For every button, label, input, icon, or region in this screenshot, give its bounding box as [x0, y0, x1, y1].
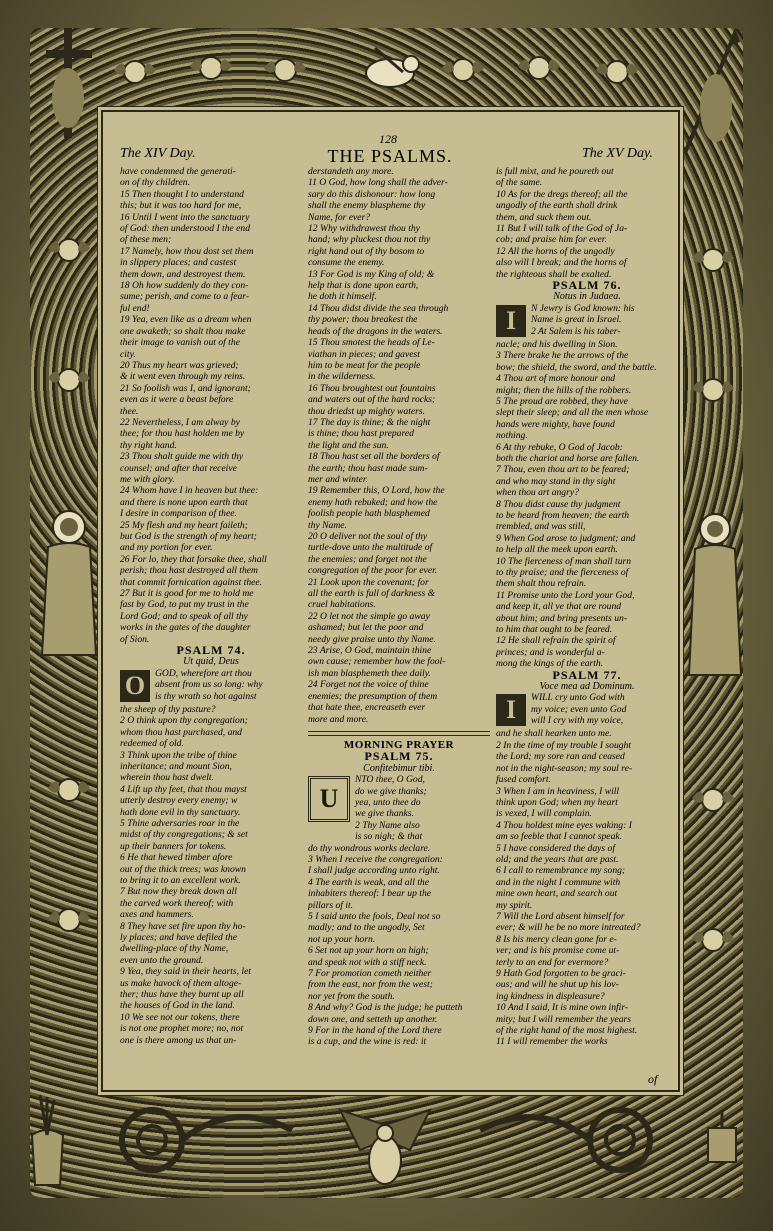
text-line: the houses of God in the land. [120, 1000, 235, 1012]
dropcap-lines [531, 692, 626, 726]
dropcap-paragraph [496, 692, 678, 728]
text-line: to him that ought to be feared. [496, 624, 613, 636]
column-2-continued-lines [308, 843, 490, 1048]
text-line: whom thou hast purchased, and [120, 726, 242, 738]
text-line: 11 Promise unto the Lord your God, [496, 589, 635, 601]
text-line: ver; and is his promise come ut- [496, 945, 620, 957]
text-line: princes; and is wonderful a- [496, 646, 605, 658]
text-line: of God: then understood I the end [120, 223, 251, 235]
text-line: 7 Thou, even thou art to be feared; [496, 464, 630, 476]
text-line: 13 For God is my King of old; & [308, 268, 435, 280]
text-line: counsel; and after that receive [120, 462, 237, 474]
text-line: 20 O deliver not the soul of thy [308, 531, 428, 542]
text-line: ungodly of the earth shall drink [496, 200, 618, 212]
cherub-icon [46, 900, 92, 940]
text-line: 8 They have set fire upon thy ho- [120, 920, 246, 932]
text-line: am so feeble that I cannot speak. [496, 831, 623, 843]
catchword: of [648, 1072, 658, 1086]
text-line: 2 At Salem is his taber- [531, 325, 621, 337]
text-line: inhabiters thereof: I bear up the [308, 888, 432, 900]
text-line: them down, and destroyest them. [120, 268, 246, 280]
lamb-icon [355, 38, 425, 98]
text-line: that hate thee, encreaseth ever [308, 702, 426, 714]
text-line: is full mixt, and he poureth out [496, 166, 614, 177]
text-line: and my portion for ever. [120, 542, 213, 554]
text-line: ing kindness in displeasure? [496, 990, 605, 1002]
text-line: heads of the dragons in the waters. [308, 325, 443, 337]
dropcap-letter: O [120, 670, 150, 702]
column-1-lines [120, 166, 302, 645]
text-line: not up your horn. [308, 933, 376, 945]
text-line: 4 Thou holdest mine eyes waking: I [496, 819, 632, 831]
running-head-right: The XV Day. [582, 146, 653, 161]
text-line: enemy hath rebuked; and how the [308, 496, 438, 508]
text-line: 3 There brake he the arrows of the [496, 350, 629, 362]
text-line: will I cry with my voice, [531, 715, 624, 727]
text-line: viathan in pieces; and gavest [308, 348, 420, 360]
text-line: my voice; even unto God [531, 703, 627, 715]
psalm-heading: PSALM 74. [176, 643, 246, 658]
text-line: 9 For in the hand of the Lord there [308, 1025, 442, 1037]
text-line: Name, for ever? [308, 211, 371, 223]
text-line: and in the night I commune with [496, 876, 621, 888]
text-line: old; and the years that are past. [496, 853, 619, 865]
text-line: from the east, nor from the west; [308, 979, 433, 991]
text-line: also will I break; and the horns of [496, 257, 627, 269]
text-line: not in the night-season; my soul re- [496, 762, 633, 774]
spear-icon [680, 28, 740, 158]
text-line: 18 Thou hast set all the borders of [308, 451, 440, 463]
text-line: cob; and praise him for ever. [496, 234, 607, 246]
text-line: 9 When God arose to judgment; and [496, 532, 636, 544]
column-2-lines [308, 166, 490, 725]
text-line: GOD, wherefore art thou [155, 667, 252, 679]
text-line: 10 The fierceness of man shall turn [496, 555, 632, 567]
text-line: 7 But now they break down all [120, 886, 237, 898]
text-line: more and more. [308, 713, 369, 725]
text-line: 8 Is his mercy clean gone for e- [496, 933, 617, 945]
text-line: & it went even through my reins. [120, 371, 246, 383]
text-column-1 [120, 166, 302, 1086]
text-line: 14 Thou didst divide the sea through [308, 302, 449, 314]
text-line: 2 In the time of my trouble I sought [496, 739, 632, 751]
text-line: madly; and to the ungodly, Set [308, 922, 425, 934]
text-line: and waters out of the hard rocks; [308, 394, 436, 406]
text-line: he doth it himself. [308, 291, 377, 303]
dropcap-paragraph [120, 668, 302, 704]
cherub-icon [690, 240, 736, 280]
section-rule [308, 735, 490, 736]
text-line: 19 Remember this, O Lord, how the [308, 485, 445, 497]
text-line: both the chariot and horse are fallen. [496, 452, 640, 464]
text-line: to help all the meek upon earth. [496, 544, 618, 556]
text-line: to be heard from heaven; the earth [496, 509, 630, 521]
text-line: up their banners for tokens. [120, 840, 227, 852]
psalm-heading: PSALM 77. [552, 667, 622, 682]
text-line: 5 I have considered the days of [496, 842, 615, 854]
text-line: 11 I will remember the works [496, 1036, 608, 1048]
text-line: the righteous shall be exalted. [496, 268, 612, 280]
text-line: 12 Why withdrawest thou thy [308, 223, 420, 235]
dropcap-letter: I [496, 694, 526, 726]
text-line: thy power; thou breakest the [308, 314, 418, 326]
text-line: redeemed of old. [120, 738, 184, 750]
text-line: perish; thou hast destroyed all them [120, 565, 258, 577]
dropcap-paragraph [496, 303, 678, 339]
text-line: trembled, and was still, [496, 521, 586, 533]
text-line: do thy wondrous works declare. [308, 842, 431, 854]
text-line: absent from us so long: why [155, 679, 263, 691]
text-line: this; but it was too hard for me, [120, 200, 242, 212]
text-line: 3 When I am in heaviness, I will [496, 785, 620, 797]
text-line: the light and the sun. [308, 439, 389, 451]
text-line: the sheep of thy pasture? [120, 703, 216, 715]
text-line: when thou art angry? [496, 487, 579, 499]
psalm-latin-incipit: Ut quid, Deus [183, 656, 239, 668]
text-line: 12 All the horns of the ungodly [496, 245, 615, 257]
text-line: needy give praise unto thy Name. [308, 633, 436, 645]
text-line: and keep it, all ye that are round [496, 601, 622, 613]
text-line: about him; and bring presents un- [496, 612, 628, 624]
section-rule [308, 731, 490, 732]
text-line: think upon God; when my heart [496, 796, 618, 808]
text-line: the earth; thou hast made sum- [308, 462, 428, 474]
text-line: 20 Thus my heart was grieved; [120, 359, 239, 371]
text-line: is thy wrath so hot against [155, 690, 257, 702]
text-line: 26 For lo, they that forsake thee, shall [120, 553, 267, 565]
cherub-icon [46, 770, 92, 810]
text-line: ashamed; but let the poor and [308, 622, 424, 634]
text-line: them shalt thou refrain. [496, 578, 587, 590]
text-line: them, and suck them out. [496, 211, 592, 223]
text-line: 27 But it is good for me to hold me [120, 588, 254, 600]
text-line: 19 Yea, even like as a dream when [120, 314, 252, 326]
text-line: on of thy children. [120, 177, 190, 189]
cherub-icon [516, 48, 562, 88]
text-line: 9 Yea, they said in their hearts, let [120, 966, 252, 978]
text-line: 11 O God, how long shall the adver- [308, 177, 448, 189]
text-line: us make havock of them altoge- [120, 977, 242, 989]
text-line: mer and winter. [308, 473, 368, 485]
text-line: is a cup, and the wine is red: it [308, 1036, 427, 1048]
text-line: I shall judge according unto right. [308, 865, 440, 877]
text-line: is vexed, I will complain. [496, 808, 592, 820]
text-line: the Lord; my sore ran and ceased [496, 751, 625, 763]
text-line: 8 And why? God is the judge; he putteth [308, 1002, 463, 1014]
text-line: ly places; and have defiled the [120, 932, 237, 943]
saint-figure-right [685, 505, 745, 685]
text-line: 17 Namely, how thou dost set them [120, 245, 254, 257]
text-line: Lord God; and to speak of all thy [120, 610, 248, 622]
text-line: sume; perish, and come to a fear- [120, 291, 250, 303]
dropcap-lines [355, 774, 427, 842]
text-line: 7 For promotion cometh neither [308, 968, 432, 980]
morning-prayer-heading: MORNING PRAYER [343, 738, 455, 751]
column-3-psalm76-lines [496, 339, 678, 670]
text-line: their image to vanish out of the [120, 337, 240, 349]
text-line: ish man blasphemeth thee daily. [308, 667, 431, 679]
text-line: city. [120, 348, 136, 360]
text-line: help that is done upon earth, [308, 280, 419, 292]
text-line: 16 Until I went into the sanctuary [120, 211, 250, 223]
text-line: 10 And I said, It is mine own infir- [496, 1002, 629, 1014]
text-line: in slippery places; and castest [120, 257, 237, 269]
text-line: 24 Whom have I in heaven but thee: [120, 485, 259, 497]
text-line: thy right hand. [120, 439, 177, 451]
text-line: 12 He shall refrain the spirit of [496, 635, 616, 647]
text-line: one awaketh; so shalt thou make [120, 325, 246, 337]
text-line: me with glory. [120, 473, 175, 485]
text-line: even as it were a beast before [120, 394, 234, 406]
text-line: wherein thou hast dwelt. [120, 772, 214, 784]
scroll-ornament-right [470, 1100, 660, 1180]
text-line: of the right hand of the most highest. [496, 1025, 638, 1037]
cherub-icon [594, 52, 640, 92]
text-line: do we give thanks; [355, 785, 427, 797]
text-line: right hand out of thy bosom to [308, 245, 425, 257]
column-3-lines [496, 166, 678, 280]
psalm-latin-incipit: Confitebimur tibi. [363, 762, 435, 774]
text-line: 4 Thou art of more honour and [496, 373, 616, 385]
text-line: 6 At thy rebuke, O God of Jacob: [496, 441, 623, 453]
text-line: yea, unto thee do [355, 796, 421, 808]
text-line: to bring it to an excellent work. [120, 874, 241, 886]
text-line: mity; but I will remember the years [496, 1013, 631, 1025]
text-line: out of the thick trees; was known [120, 863, 246, 875]
text-line: nacle; and his dwelling in Sion. [496, 338, 618, 350]
dropcap-paragraph [308, 774, 490, 842]
text-line: inheritance; and mount Sion, [120, 760, 232, 772]
text-line: one is there among us that un- [120, 1034, 237, 1046]
text-column-3 [496, 166, 678, 1086]
text-line: thee. [120, 405, 139, 417]
text-line: 21 Look upon the covenant; for [308, 576, 429, 588]
text-line: 10 As for the dregs thereof; all the [496, 188, 628, 200]
text-line: fast by God, to put my trust in the [120, 599, 249, 611]
cherub-icon [690, 370, 736, 410]
text-line: him to be meat for the people [308, 359, 421, 371]
eagle-icon [330, 1105, 440, 1195]
text-line: turtle-dove unto the multitude of [308, 542, 433, 554]
text-line: 24 Forget not the voice of thine [308, 679, 429, 691]
text-line: the enemies; and forget not the [308, 553, 427, 565]
text-line: mine own heart, and search out [496, 888, 618, 900]
text-line: enemies; the presumption of them [308, 690, 438, 702]
text-line: 6 Set not up your horn on high; [308, 945, 429, 957]
text-line: works in the gates of the daughter [120, 622, 251, 634]
text-line: 21 So foolish was I, and ignorant; [120, 382, 251, 394]
cross-icon [44, 28, 94, 138]
text-line: congregation of the poor for ever. [308, 565, 438, 577]
text-line: mong the kings of the earth. [496, 658, 604, 670]
text-line: we give thanks. [355, 808, 414, 820]
text-line: thou driedst up mighty waters. [308, 405, 425, 417]
text-line: axes and hammers. [120, 909, 194, 921]
text-line: bow; the shield, the sword, and the battle. [496, 361, 657, 373]
text-line: ful end! [120, 302, 150, 314]
text-line: my spirit. [496, 899, 533, 911]
cherub-icon [690, 920, 736, 960]
text-line: 18 Oh how suddenly do they con- [120, 280, 249, 292]
text-line: but God is the strength of my heart; [120, 531, 257, 542]
dropcap-lines [155, 668, 263, 702]
cherub-icon [46, 230, 92, 270]
text-line: 9 Hath God forgotten to be graci- [496, 968, 626, 979]
text-line: and he shall hearken unto me. [496, 728, 612, 740]
cherub-icon [440, 50, 486, 90]
text-line: thee; for thou hast holden me by [120, 428, 245, 440]
text-line: 5 The proud are robbed, they have [496, 395, 628, 407]
cherub-icon [690, 780, 736, 820]
text-line: 6 I call to remembrance my song; [496, 865, 626, 877]
text-line: WILL cry unto God with [531, 692, 625, 704]
text-line: might; then the hills of the robbers. [496, 384, 632, 396]
text-line: hand; why pluckest thou not thy [308, 234, 431, 246]
text-line: down one, and setteth up another. [308, 1013, 438, 1025]
text-line: of the same. [496, 177, 543, 189]
cherub-icon [46, 360, 92, 400]
text-line: ther; thus have they burnt up all [120, 989, 244, 1001]
text-line: 3 Think upon the tribe of thine [120, 749, 237, 761]
text-line: 5 Thine adversaries roar in the [120, 817, 240, 829]
psalm-latin-incipit: Notus in Judaea. [553, 291, 621, 303]
text-line: and speak not with a stiff neck. [308, 956, 427, 968]
text-line: derstandeth any more. [308, 166, 394, 177]
dropcap-letter: U [308, 776, 350, 822]
psalm-heading: PSALM 76. [552, 278, 622, 293]
text-line: is not one prophet more; no, not [120, 1023, 244, 1035]
column-1-continued-lines [120, 704, 302, 1046]
text-line: sary do this dishonour: how long [308, 188, 436, 200]
text-line: ous; and will he shut up his lov- [496, 979, 619, 991]
text-line: of these men; [120, 234, 172, 246]
text-line: is thine; thou hast prepared [308, 428, 414, 440]
text-line: ever; & will he be no more intreated? [496, 922, 641, 934]
text-line: 8 Thou didst cause thy judgment [496, 498, 621, 510]
text-line: nothing. [496, 430, 528, 442]
cherub-icon [262, 50, 308, 90]
psalm-latin-incipit: Voce mea ad Dominum. [539, 681, 635, 693]
text-line: consume the enemy. [308, 257, 385, 269]
text-line: 10 We see not our tokens, there [120, 1011, 240, 1023]
text-line: Name is great in Israel. [531, 314, 622, 326]
text-line: 5 I said unto the fools, Deal not so [308, 911, 441, 922]
text-line: 16 Thou broughtest out fountains [308, 382, 436, 394]
text-line: midst of thy congregations; & set [120, 829, 248, 841]
text-line: all the earth is full of darkness & [308, 588, 436, 600]
text-line: 23 Thou shalt guide me with thy [120, 451, 244, 463]
text-line: own cause; remember how the fool- [308, 656, 446, 668]
text-line: terly to an end for evermore? [496, 956, 609, 968]
column-3-psalm77-lines [496, 728, 678, 1047]
text-line: 15 Then thought I to understand [120, 188, 244, 200]
text-line: 4 The earth is weak, and all the [308, 876, 429, 888]
page-number: 128 [379, 132, 397, 146]
lamp-icon [700, 1110, 745, 1170]
text-line: 22 O let not the simple go away [308, 610, 430, 622]
text-line: in the wilderness. [308, 371, 376, 383]
text-line: 3 When I receive the congregation: [308, 853, 443, 865]
text-line: utterly destroy every enemy; w [120, 795, 238, 807]
text-line: and there is none upon earth that [120, 496, 248, 508]
urn-icon [20, 1095, 75, 1195]
text-column-2 [308, 166, 490, 1086]
text-line: shall the enemy blaspheme thy [308, 200, 426, 212]
text-line: slept their sleep; and all the men whose [496, 407, 649, 419]
psalm-heading: PSALM 75. [364, 749, 434, 764]
text-line: dwelling-place of thy Name, [120, 943, 229, 955]
text-line: 7 Will the Lord absent himself for [496, 910, 625, 922]
text-line: thy Name. [308, 519, 347, 531]
page-title: THE PSALMS. [327, 146, 453, 166]
text-line: 6 He that hewed timber afore [120, 852, 233, 864]
text-line: 17 The day is thine; & the night [308, 416, 431, 428]
text-line: 2 O think upon thy congregation; [120, 715, 248, 727]
text-line: have condemned the generati- [120, 166, 236, 177]
text-line: 2 Thy Name also [355, 819, 420, 831]
text-line: to thy praise; and the fierceness of [496, 567, 629, 578]
dropcap-letter: I [496, 305, 526, 337]
cherub-icon [112, 52, 158, 92]
text-line: hands were mighty, have found [496, 418, 615, 430]
text-line: even unto the ground. [120, 954, 204, 966]
text-line: I desire in comparison of thee. [120, 508, 237, 520]
dropcap-lines [531, 303, 635, 337]
cherub-icon [188, 48, 234, 88]
text-line: pillars of it. [308, 899, 354, 911]
text-line: nor yet from the south. [308, 990, 395, 1002]
text-line: 22 Nevertheless, I am alway by [120, 416, 240, 428]
text-line: 15 Thou smotest the heads of Le- [308, 337, 435, 349]
text-line: the carved work thereof; with [120, 897, 234, 909]
text-line: and who may stand in thy sight [496, 475, 616, 487]
scroll-ornament-left [112, 1100, 302, 1180]
text-line: 25 My flesh and my heart faileth; [120, 519, 248, 531]
text-line: that commit fornication against thee. [120, 576, 263, 588]
text-line: hath done evil in thy sanctuary. [120, 806, 241, 818]
text-line: foolish people hath blasphemed [308, 508, 430, 520]
text-line: fused comfort. [496, 774, 551, 786]
text-line: cruel habitations. [308, 599, 376, 611]
text-line: 23 Arise, O God, maintain thine [308, 645, 432, 657]
text-line: of Sion. [120, 633, 150, 645]
text-line: NTO thee, O God, [355, 774, 425, 786]
text-line: is so nigh; & that [355, 831, 423, 843]
saint-figure-left [38, 505, 100, 665]
running-head-left: The XIV Day. [120, 146, 196, 161]
text-line: 4 Lift up thy feet, that thou mayst [120, 783, 247, 795]
text-line: 11 But I will talk of the God of Ja- [496, 223, 628, 235]
text-line: N Jewry is God known: his [531, 302, 635, 314]
